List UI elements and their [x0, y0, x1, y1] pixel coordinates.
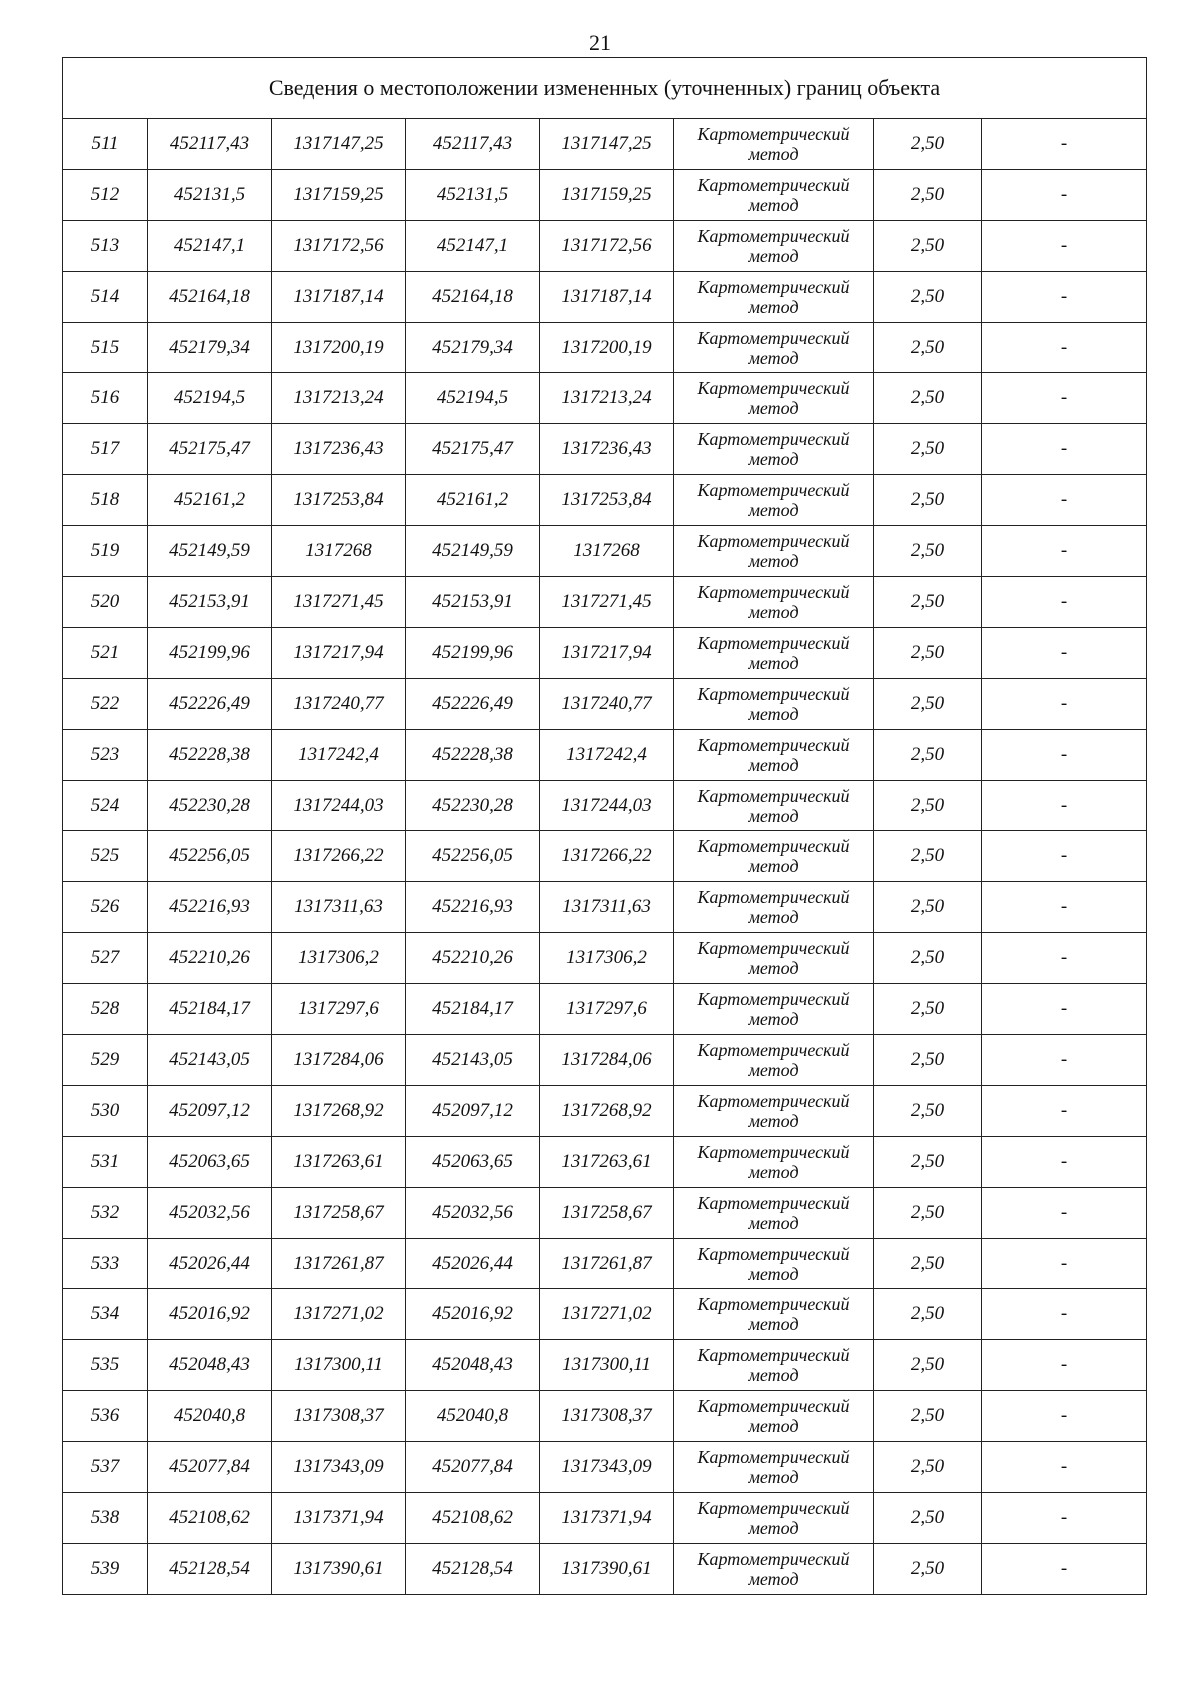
cell-accuracy: 2,50	[874, 1340, 982, 1391]
cell-existing-y: 1317390,61	[272, 1543, 406, 1594]
cell-refined-y: 1317253,84	[540, 475, 674, 526]
cell-existing-y: 1317263,61	[272, 1136, 406, 1187]
cell-accuracy: 2,50	[874, 1238, 982, 1289]
cell-description: -	[982, 831, 1147, 882]
cell-accuracy: 2,50	[874, 577, 982, 628]
table-row	[63, 882, 1147, 933]
cell-description: -	[982, 1289, 1147, 1340]
cell-existing-x: 452048,43	[148, 1340, 272, 1391]
cell-existing-y: 1317244,03	[272, 780, 406, 831]
cell-method: Картометрический метод	[674, 526, 874, 577]
cell-refined-x: 452032,56	[406, 1187, 540, 1238]
cell-point-number: 536	[63, 1391, 148, 1442]
cell-refined-x: 452097,12	[406, 1085, 540, 1136]
cell-refined-x: 452179,34	[406, 322, 540, 373]
cell-existing-x: 452097,12	[148, 1085, 272, 1136]
cell-refined-x: 452230,28	[406, 780, 540, 831]
cell-existing-y: 1317240,77	[272, 678, 406, 729]
cell-method: Картометрический метод	[674, 220, 874, 271]
cell-point-number: 537	[63, 1442, 148, 1493]
cell-existing-y: 1317236,43	[272, 424, 406, 475]
cell-point-number: 532	[63, 1187, 148, 1238]
cell-description: -	[982, 475, 1147, 526]
cell-accuracy: 2,50	[874, 1085, 982, 1136]
cell-existing-y: 1317253,84	[272, 475, 406, 526]
table-row	[63, 322, 1147, 373]
cell-accuracy: 2,50	[874, 831, 982, 882]
cell-accuracy: 2,50	[874, 322, 982, 373]
cell-refined-y: 1317159,25	[540, 169, 674, 220]
cell-description: -	[982, 1442, 1147, 1493]
cell-method: Картометрический метод	[674, 729, 874, 780]
cell-accuracy: 2,50	[874, 1187, 982, 1238]
cell-method: Картометрический метод	[674, 1136, 874, 1187]
table-row	[63, 1391, 1147, 1442]
table-row	[63, 1289, 1147, 1340]
cell-refined-x: 452175,47	[406, 424, 540, 475]
cell-existing-y: 1317261,87	[272, 1238, 406, 1289]
cell-description: -	[982, 1035, 1147, 1086]
cell-refined-y: 1317187,14	[540, 271, 674, 322]
cell-refined-x: 452256,05	[406, 831, 540, 882]
cell-existing-y: 1317159,25	[272, 169, 406, 220]
cell-point-number: 527	[63, 933, 148, 984]
cell-point-number: 528	[63, 984, 148, 1035]
cell-refined-y: 1317213,24	[540, 373, 674, 424]
cell-existing-x: 452147,1	[148, 220, 272, 271]
cell-method: Картометрический метод	[674, 627, 874, 678]
cell-refined-y: 1317258,67	[540, 1187, 674, 1238]
cell-existing-x: 452210,26	[148, 933, 272, 984]
cell-existing-y: 1317343,09	[272, 1442, 406, 1493]
table-row	[63, 1543, 1147, 1594]
cell-description: -	[982, 424, 1147, 475]
cell-refined-y: 1317390,61	[540, 1543, 674, 1594]
cell-refined-y: 1317263,61	[540, 1136, 674, 1187]
cell-method: Картометрический метод	[674, 373, 874, 424]
cell-point-number: 524	[63, 780, 148, 831]
cell-point-number: 521	[63, 627, 148, 678]
cell-refined-y: 1317271,45	[540, 577, 674, 628]
cell-refined-x: 452226,49	[406, 678, 540, 729]
cell-refined-y: 1317284,06	[540, 1035, 674, 1086]
cell-existing-x: 452143,05	[148, 1035, 272, 1086]
table-row	[63, 1238, 1147, 1289]
cell-point-number: 531	[63, 1136, 148, 1187]
cell-method: Картометрический метод	[674, 119, 874, 170]
cell-point-number: 523	[63, 729, 148, 780]
cell-description: -	[982, 169, 1147, 220]
table-row	[63, 119, 1147, 170]
cell-description: -	[982, 1391, 1147, 1442]
table-row	[63, 1493, 1147, 1544]
cell-existing-y: 1317172,56	[272, 220, 406, 271]
cell-description: -	[982, 627, 1147, 678]
cell-description: -	[982, 526, 1147, 577]
cell-point-number: 522	[63, 678, 148, 729]
cell-refined-y: 1317343,09	[540, 1442, 674, 1493]
cell-description: -	[982, 373, 1147, 424]
cell-description: -	[982, 1187, 1147, 1238]
cell-method: Картометрический метод	[674, 577, 874, 628]
cell-accuracy: 2,50	[874, 373, 982, 424]
cell-existing-x: 452040,8	[148, 1391, 272, 1442]
table-row	[63, 577, 1147, 628]
table-row	[63, 678, 1147, 729]
cell-point-number: 512	[63, 169, 148, 220]
cell-existing-x: 452016,92	[148, 1289, 272, 1340]
table-row	[63, 169, 1147, 220]
cell-description: -	[982, 1085, 1147, 1136]
cell-point-number: 539	[63, 1543, 148, 1594]
cell-accuracy: 2,50	[874, 424, 982, 475]
table-row	[63, 373, 1147, 424]
cell-existing-y: 1317200,19	[272, 322, 406, 373]
cell-accuracy: 2,50	[874, 475, 982, 526]
cell-existing-x: 452194,5	[148, 373, 272, 424]
cell-existing-y: 1317268	[272, 526, 406, 577]
cell-description: -	[982, 322, 1147, 373]
table-row	[63, 1340, 1147, 1391]
cell-method: Картометрический метод	[674, 322, 874, 373]
cell-refined-x: 452048,43	[406, 1340, 540, 1391]
cell-refined-y: 1317371,94	[540, 1493, 674, 1544]
table-row	[63, 1085, 1147, 1136]
cell-existing-y: 1317187,14	[272, 271, 406, 322]
table-row	[63, 1187, 1147, 1238]
cell-method: Картометрический метод	[674, 1035, 874, 1086]
cell-accuracy: 2,50	[874, 1136, 982, 1187]
table-row	[63, 984, 1147, 1035]
cell-point-number: 519	[63, 526, 148, 577]
cell-refined-x: 452228,38	[406, 729, 540, 780]
cell-existing-x: 452175,47	[148, 424, 272, 475]
cell-existing-x: 452216,93	[148, 882, 272, 933]
cell-description: -	[982, 984, 1147, 1035]
cell-refined-x: 452147,1	[406, 220, 540, 271]
cell-accuracy: 2,50	[874, 220, 982, 271]
table-row	[63, 780, 1147, 831]
cell-existing-y: 1317258,67	[272, 1187, 406, 1238]
cell-method: Картометрический метод	[674, 1543, 874, 1594]
cell-point-number: 525	[63, 831, 148, 882]
cell-accuracy: 2,50	[874, 1442, 982, 1493]
cell-accuracy: 2,50	[874, 678, 982, 729]
cell-method: Картометрический метод	[674, 424, 874, 475]
cell-refined-y: 1317311,63	[540, 882, 674, 933]
cell-method: Картометрический метод	[674, 1085, 874, 1136]
cell-description: -	[982, 119, 1147, 170]
cell-method: Картометрический метод	[674, 475, 874, 526]
cell-method: Картометрический метод	[674, 984, 874, 1035]
cell-refined-x: 452199,96	[406, 627, 540, 678]
cell-point-number: 535	[63, 1340, 148, 1391]
cell-method: Картометрический метод	[674, 882, 874, 933]
cell-point-number: 520	[63, 577, 148, 628]
cell-point-number: 514	[63, 271, 148, 322]
page-number: 21	[589, 30, 611, 55]
cell-existing-y: 1317242,4	[272, 729, 406, 780]
cell-refined-y: 1317300,11	[540, 1340, 674, 1391]
cell-existing-y: 1317308,37	[272, 1391, 406, 1442]
cell-accuracy: 2,50	[874, 1543, 982, 1594]
table-row	[63, 1442, 1147, 1493]
cell-description: -	[982, 678, 1147, 729]
cell-existing-x: 452184,17	[148, 984, 272, 1035]
cell-method: Картометрический метод	[674, 780, 874, 831]
cell-description: -	[982, 1340, 1147, 1391]
cell-point-number: 511	[63, 119, 148, 170]
table-title-row	[63, 58, 1147, 119]
cell-accuracy: 2,50	[874, 271, 982, 322]
cell-existing-y: 1317284,06	[272, 1035, 406, 1086]
cell-refined-y: 1317297,6	[540, 984, 674, 1035]
table-row	[63, 424, 1147, 475]
cell-description: -	[982, 1543, 1147, 1594]
cell-method: Картометрический метод	[674, 1493, 874, 1544]
cell-accuracy: 2,50	[874, 1493, 982, 1544]
cell-description: -	[982, 933, 1147, 984]
table-row	[63, 526, 1147, 577]
cell-refined-x: 452143,05	[406, 1035, 540, 1086]
cell-accuracy: 2,50	[874, 169, 982, 220]
cell-refined-x: 452153,91	[406, 577, 540, 628]
table-row	[63, 627, 1147, 678]
cell-accuracy: 2,50	[874, 627, 982, 678]
cell-refined-y: 1317306,2	[540, 933, 674, 984]
table-row	[63, 475, 1147, 526]
cell-refined-x: 452026,44	[406, 1238, 540, 1289]
cell-existing-x: 452161,2	[148, 475, 272, 526]
cell-point-number: 530	[63, 1085, 148, 1136]
cell-description: -	[982, 577, 1147, 628]
cell-existing-x: 452108,62	[148, 1493, 272, 1544]
cell-description: -	[982, 1493, 1147, 1544]
table-row	[63, 933, 1147, 984]
cell-point-number: 515	[63, 322, 148, 373]
cell-point-number: 518	[63, 475, 148, 526]
cell-point-number: 513	[63, 220, 148, 271]
cell-refined-y: 1317308,37	[540, 1391, 674, 1442]
cell-existing-x: 452032,56	[148, 1187, 272, 1238]
cell-description: -	[982, 882, 1147, 933]
cell-refined-y: 1317200,19	[540, 322, 674, 373]
cell-existing-y: 1317266,22	[272, 831, 406, 882]
cell-existing-x: 452179,34	[148, 322, 272, 373]
cell-accuracy: 2,50	[874, 526, 982, 577]
cell-refined-y: 1317236,43	[540, 424, 674, 475]
cell-refined-x: 452194,5	[406, 373, 540, 424]
cell-point-number: 526	[63, 882, 148, 933]
cell-method: Картометрический метод	[674, 933, 874, 984]
cell-existing-x: 452149,59	[148, 526, 272, 577]
cell-method: Картометрический метод	[674, 1442, 874, 1493]
cell-existing-y: 1317311,63	[272, 882, 406, 933]
cell-accuracy: 2,50	[874, 1035, 982, 1086]
cell-refined-x: 452108,62	[406, 1493, 540, 1544]
cell-accuracy: 2,50	[874, 882, 982, 933]
cell-refined-y: 1317240,77	[540, 678, 674, 729]
cell-description: -	[982, 729, 1147, 780]
cell-existing-x: 452128,54	[148, 1543, 272, 1594]
table-row	[63, 831, 1147, 882]
boundary-coordinates-table	[62, 57, 1147, 1595]
cell-existing-x: 452117,43	[148, 119, 272, 170]
cell-refined-y: 1317268,92	[540, 1085, 674, 1136]
cell-refined-x: 452128,54	[406, 1543, 540, 1594]
cell-accuracy: 2,50	[874, 780, 982, 831]
cell-existing-y: 1317271,02	[272, 1289, 406, 1340]
cell-existing-x: 452226,49	[148, 678, 272, 729]
cell-method: Картометрический метод	[674, 1238, 874, 1289]
cell-refined-x: 452063,65	[406, 1136, 540, 1187]
cell-existing-x: 452256,05	[148, 831, 272, 882]
cell-refined-y: 1317268	[540, 526, 674, 577]
cell-refined-x: 452040,8	[406, 1391, 540, 1442]
cell-refined-y: 1317261,87	[540, 1238, 674, 1289]
cell-method: Картометрический метод	[674, 271, 874, 322]
cell-point-number: 516	[63, 373, 148, 424]
cell-refined-x: 452077,84	[406, 1442, 540, 1493]
cell-refined-y: 1317242,4	[540, 729, 674, 780]
cell-refined-y: 1317266,22	[540, 831, 674, 882]
cell-method: Картометрический метод	[674, 831, 874, 882]
cell-existing-x: 452026,44	[148, 1238, 272, 1289]
cell-description: -	[982, 271, 1147, 322]
cell-refined-y: 1317244,03	[540, 780, 674, 831]
cell-method: Картометрический метод	[674, 1289, 874, 1340]
cell-refined-x: 452161,2	[406, 475, 540, 526]
table-row	[63, 1136, 1147, 1187]
cell-accuracy: 2,50	[874, 729, 982, 780]
cell-accuracy: 2,50	[874, 1289, 982, 1340]
cell-point-number: 529	[63, 1035, 148, 1086]
cell-method: Картометрический метод	[674, 678, 874, 729]
cell-existing-x: 452164,18	[148, 271, 272, 322]
table-row	[63, 1035, 1147, 1086]
cell-method: Картометрический метод	[674, 169, 874, 220]
cell-accuracy: 2,50	[874, 1391, 982, 1442]
cell-refined-x: 452216,93	[406, 882, 540, 933]
cell-existing-x: 452199,96	[148, 627, 272, 678]
cell-point-number: 538	[63, 1493, 148, 1544]
cell-refined-x: 452131,5	[406, 169, 540, 220]
cell-refined-x: 452164,18	[406, 271, 540, 322]
cell-refined-y: 1317217,94	[540, 627, 674, 678]
cell-description: -	[982, 1136, 1147, 1187]
cell-existing-y: 1317306,2	[272, 933, 406, 984]
cell-method: Картометрический метод	[674, 1187, 874, 1238]
cell-existing-x: 452077,84	[148, 1442, 272, 1493]
cell-existing-y: 1317213,24	[272, 373, 406, 424]
cell-refined-y: 1317147,25	[540, 119, 674, 170]
cell-refined-x: 452149,59	[406, 526, 540, 577]
table-title: Сведения о местоположении измененных (уточненных) границ объекта	[63, 58, 1147, 119]
cell-refined-y: 1317271,02	[540, 1289, 674, 1340]
cell-point-number: 517	[63, 424, 148, 475]
table-row	[63, 729, 1147, 780]
cell-existing-y: 1317147,25	[272, 119, 406, 170]
cell-existing-x: 452153,91	[148, 577, 272, 628]
cell-accuracy: 2,50	[874, 984, 982, 1035]
cell-existing-y: 1317297,6	[272, 984, 406, 1035]
cell-accuracy: 2,50	[874, 933, 982, 984]
cell-existing-x: 452063,65	[148, 1136, 272, 1187]
cell-existing-y: 1317371,94	[272, 1493, 406, 1544]
table-row	[63, 271, 1147, 322]
cell-point-number: 534	[63, 1289, 148, 1340]
cell-existing-x: 452131,5	[148, 169, 272, 220]
cell-existing-y: 1317217,94	[272, 627, 406, 678]
cell-description: -	[982, 1238, 1147, 1289]
cell-point-number: 533	[63, 1238, 148, 1289]
cell-refined-y: 1317172,56	[540, 220, 674, 271]
cell-description: -	[982, 780, 1147, 831]
cell-refined-x: 452117,43	[406, 119, 540, 170]
cell-refined-x: 452184,17	[406, 984, 540, 1035]
cell-method: Картометрический метод	[674, 1391, 874, 1442]
cell-method: Картометрический метод	[674, 1340, 874, 1391]
cell-existing-y: 1317271,45	[272, 577, 406, 628]
cell-existing-x: 452230,28	[148, 780, 272, 831]
cell-description: -	[982, 220, 1147, 271]
cell-refined-x: 452210,26	[406, 933, 540, 984]
cell-refined-x: 452016,92	[406, 1289, 540, 1340]
cell-existing-y: 1317268,92	[272, 1085, 406, 1136]
cell-existing-x: 452228,38	[148, 729, 272, 780]
cell-existing-y: 1317300,11	[272, 1340, 406, 1391]
cell-accuracy: 2,50	[874, 119, 982, 170]
table-row	[63, 220, 1147, 271]
